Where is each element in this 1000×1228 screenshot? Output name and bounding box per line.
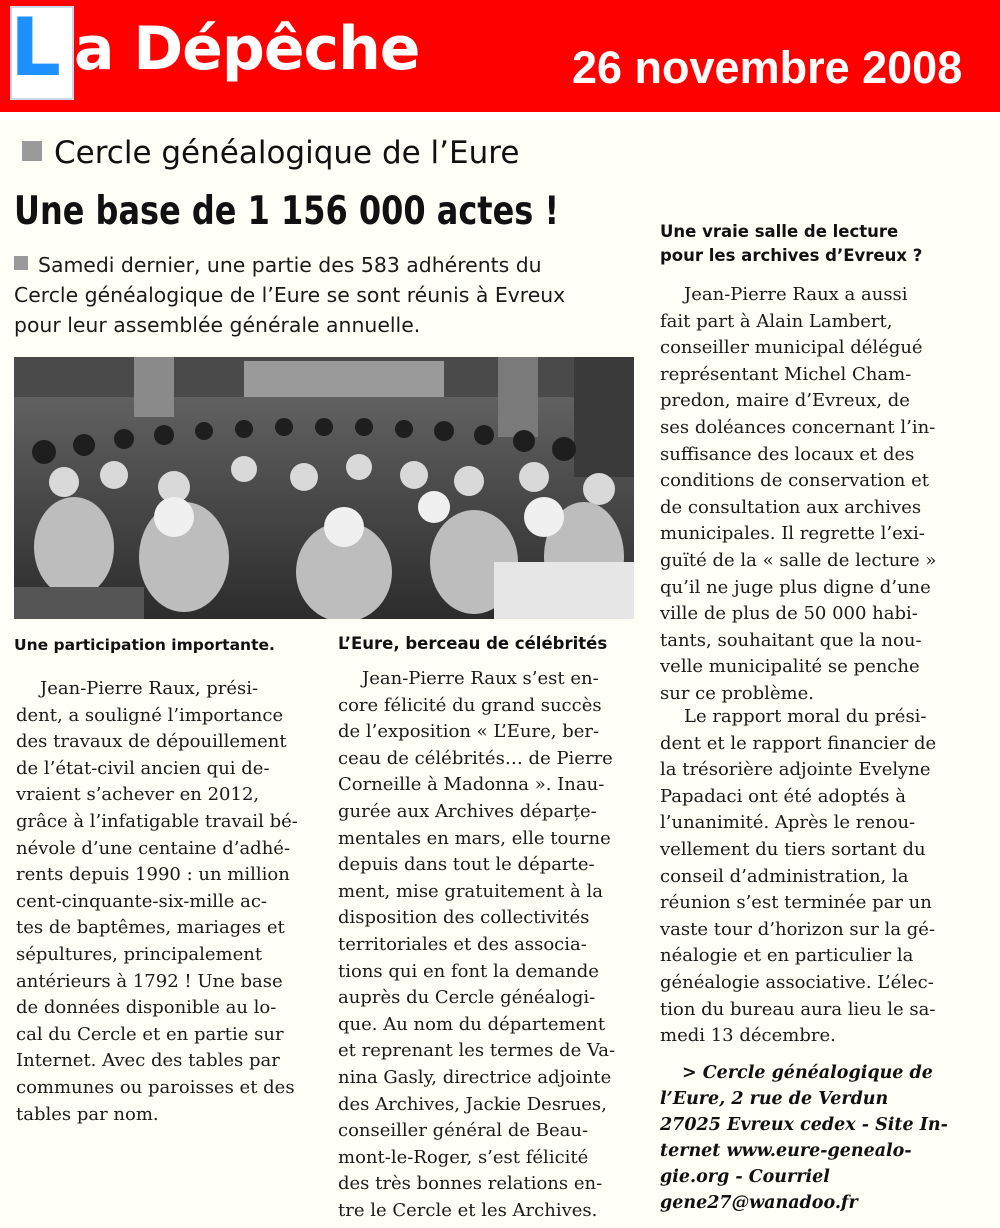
contact-line: 27025 Evreux cedex - Site In- [660,1115,948,1135]
text-line: vaste tour d’horizon sur la gé- [660,918,936,940]
text-line: ceau de célébrités… de Pierre [338,747,613,769]
text-line: fait part à Alain Lambert, [660,310,893,332]
text-line: des Archives, Jackie Desrues, [338,1093,607,1115]
text-line: territoriales et des associa- [338,933,587,955]
bullet-square-icon [22,141,42,161]
text-line: l’unanimité. Après le renou- [660,812,916,834]
article-kicker [22,133,519,173]
text-line: rents depuis 1990 : un million [16,864,290,886]
text-line: Internet. Avec des tables par [16,1050,280,1072]
text-line: des très bonnes relations en- [338,1173,603,1195]
chapeau-line: Samedi dernier, une partie des 583 adhérents du [14,250,634,280]
photo-caption: Une participation importante. [14,636,275,654]
text-line: ville de plus de 50 000 habi- [660,603,918,625]
text-line: core félicité du grand succès [338,694,602,716]
text-line: représentant Michel Cham- [660,363,912,385]
text-line: Le rapport moral du prési- [684,706,927,727]
text-line: tions qui en font la demande [338,960,599,982]
text-line: ses doléances concernant l’in- [660,416,936,438]
publication-date: 26 novembre 2008 [572,42,963,93]
text-line: medi 13 décembre. [660,1025,836,1047]
contact-line: gie.org - Courriel [660,1167,830,1187]
text-line: des travaux de dépouillement [16,731,287,753]
text-line: la trésorière adjointe Evelyne [660,759,931,781]
text-line: de données disponible au lo- [16,997,277,1019]
article-chapeau [14,250,634,340]
text-line: tants, souhaitant que la nou- [660,629,922,651]
chapeau-line: Cercle généalogique de l’Eure se sont réunis à Evreux [14,283,566,307]
text-line: guïté de la « salle de lecture » [660,549,937,571]
text-line: conseiller général de Beau- [338,1120,589,1142]
column-1-text [16,676,316,1128]
text-line: névole d’une centaine d’adhé- [16,837,291,859]
text-line: réunion s’est terminée par un [660,892,932,914]
text-line: dent et le rapport financier de [660,732,937,754]
text-line: cent-cinquante-six-mille ac- [16,890,267,912]
column-3-text [660,282,960,708]
text-line: velle municipalité se penche [660,656,920,678]
masthead-banner [0,0,1000,112]
text-line: nina Gasly, directrice adjointe [338,1066,612,1088]
contact-info [660,1060,948,1216]
contact-line: ternet www.eure-genealo- [660,1141,912,1161]
chapeau-line: pour leur assemblée générale annuelle. [14,313,421,337]
subhead-line: pour les archives d’Evreux ? [660,246,923,265]
text-line: sur ce problème. [660,682,814,704]
article-photo [14,357,634,619]
text-line: predon, maire d’Evreux, de [660,390,910,412]
text-line: conseiller municipal délégué [660,337,923,359]
text-line: Jean-Pierre Raux a aussi [684,284,908,305]
text-line: municipales. Il regrette l’exi- [660,523,925,545]
column-3-text-part-2 [660,704,960,1050]
text-line: conseil d’administration, la [660,865,909,887]
kicker-text: Cercle généalogique de l’Eure [54,135,520,171]
column-3-subhead [660,220,922,268]
text-line: sépultures, principalement [16,943,263,965]
text-line: de consultation aux archives [660,496,922,518]
text-line: communes ou paroisses et des [16,1076,295,1098]
text-line: de l’exposition « L’Eure, ber- [338,721,600,743]
contact-line: > Cercle généalogique de [682,1063,933,1083]
text-line: de l’état-civil ancien qui de- [16,757,270,779]
text-line: dent, a souligné l’importance [16,704,284,726]
text-line: auprès du Cercle généalogi- [338,987,596,1009]
text-line: antérieurs à 1792 ! Une base [16,970,283,992]
text-line: que. Au nom du département [338,1013,606,1035]
text-line: ment, mise gratuitement à la [338,880,603,902]
text-line: tes de baptêmes, mariages et [16,917,285,939]
newspaper-name: a Dépêche [74,14,420,84]
text-line: mont-le-Roger, s’est félicité [338,1146,589,1168]
text-line: et reprenant les termes de Va- [338,1040,616,1062]
text-line: Papadaci ont été adoptés à [660,785,906,807]
text-line: néalogie et en particulier la [660,945,914,967]
text-line: Jean-Pierre Raux s’est en- [362,668,599,689]
text-line: vellement du tiers sortant du [660,838,926,860]
article-headline: Une base de 1 156 000 actes ! [14,189,560,234]
text-line: cal du Cercle et en partie sur [16,1023,284,1045]
text-line: gurée aux Archives déparțe- [338,800,597,822]
text-line: vraient s’achever en 2012, [16,784,260,806]
subhead-line: Une vraie salle de lecture [660,222,899,241]
column-2-text [338,666,638,1224]
text-line: mentales en mars, elle tourne [338,827,611,849]
contact-line: gene27@wanadoo.fr [660,1193,858,1213]
text-line: Jean-Pierre Raux, prési- [40,678,259,699]
audience-photo-drawing [14,357,634,619]
column-2-subhead: L’Eure, berceau de célébrités [338,634,608,653]
text-line: conditions de conservation et [660,470,929,492]
text-line: tre le Cercle et les Archives. [338,1199,598,1221]
text-line: disposition des collectivités [338,907,590,929]
contact-line: l’Eure, 2 rue de Verdun [660,1089,889,1109]
bullet-square-icon [14,256,28,270]
text-line: grâce à l’infatigable travail bé- [16,810,298,832]
text-line: généalogie associative. L’élec- [660,971,934,993]
text-line: Corneille à Madonna ». Inau- [338,774,605,796]
text-line: suffisance des locaux et des [660,443,915,465]
logo-letter: L [10,1,61,94]
text-line: qu’il ne juge plus digne d’une [660,576,931,598]
text-line: depuis dans tout le départe- [338,854,595,876]
text-line: tion du bureau aura lieu le sa- [660,998,936,1020]
text-line: tables par nom. [16,1103,159,1125]
